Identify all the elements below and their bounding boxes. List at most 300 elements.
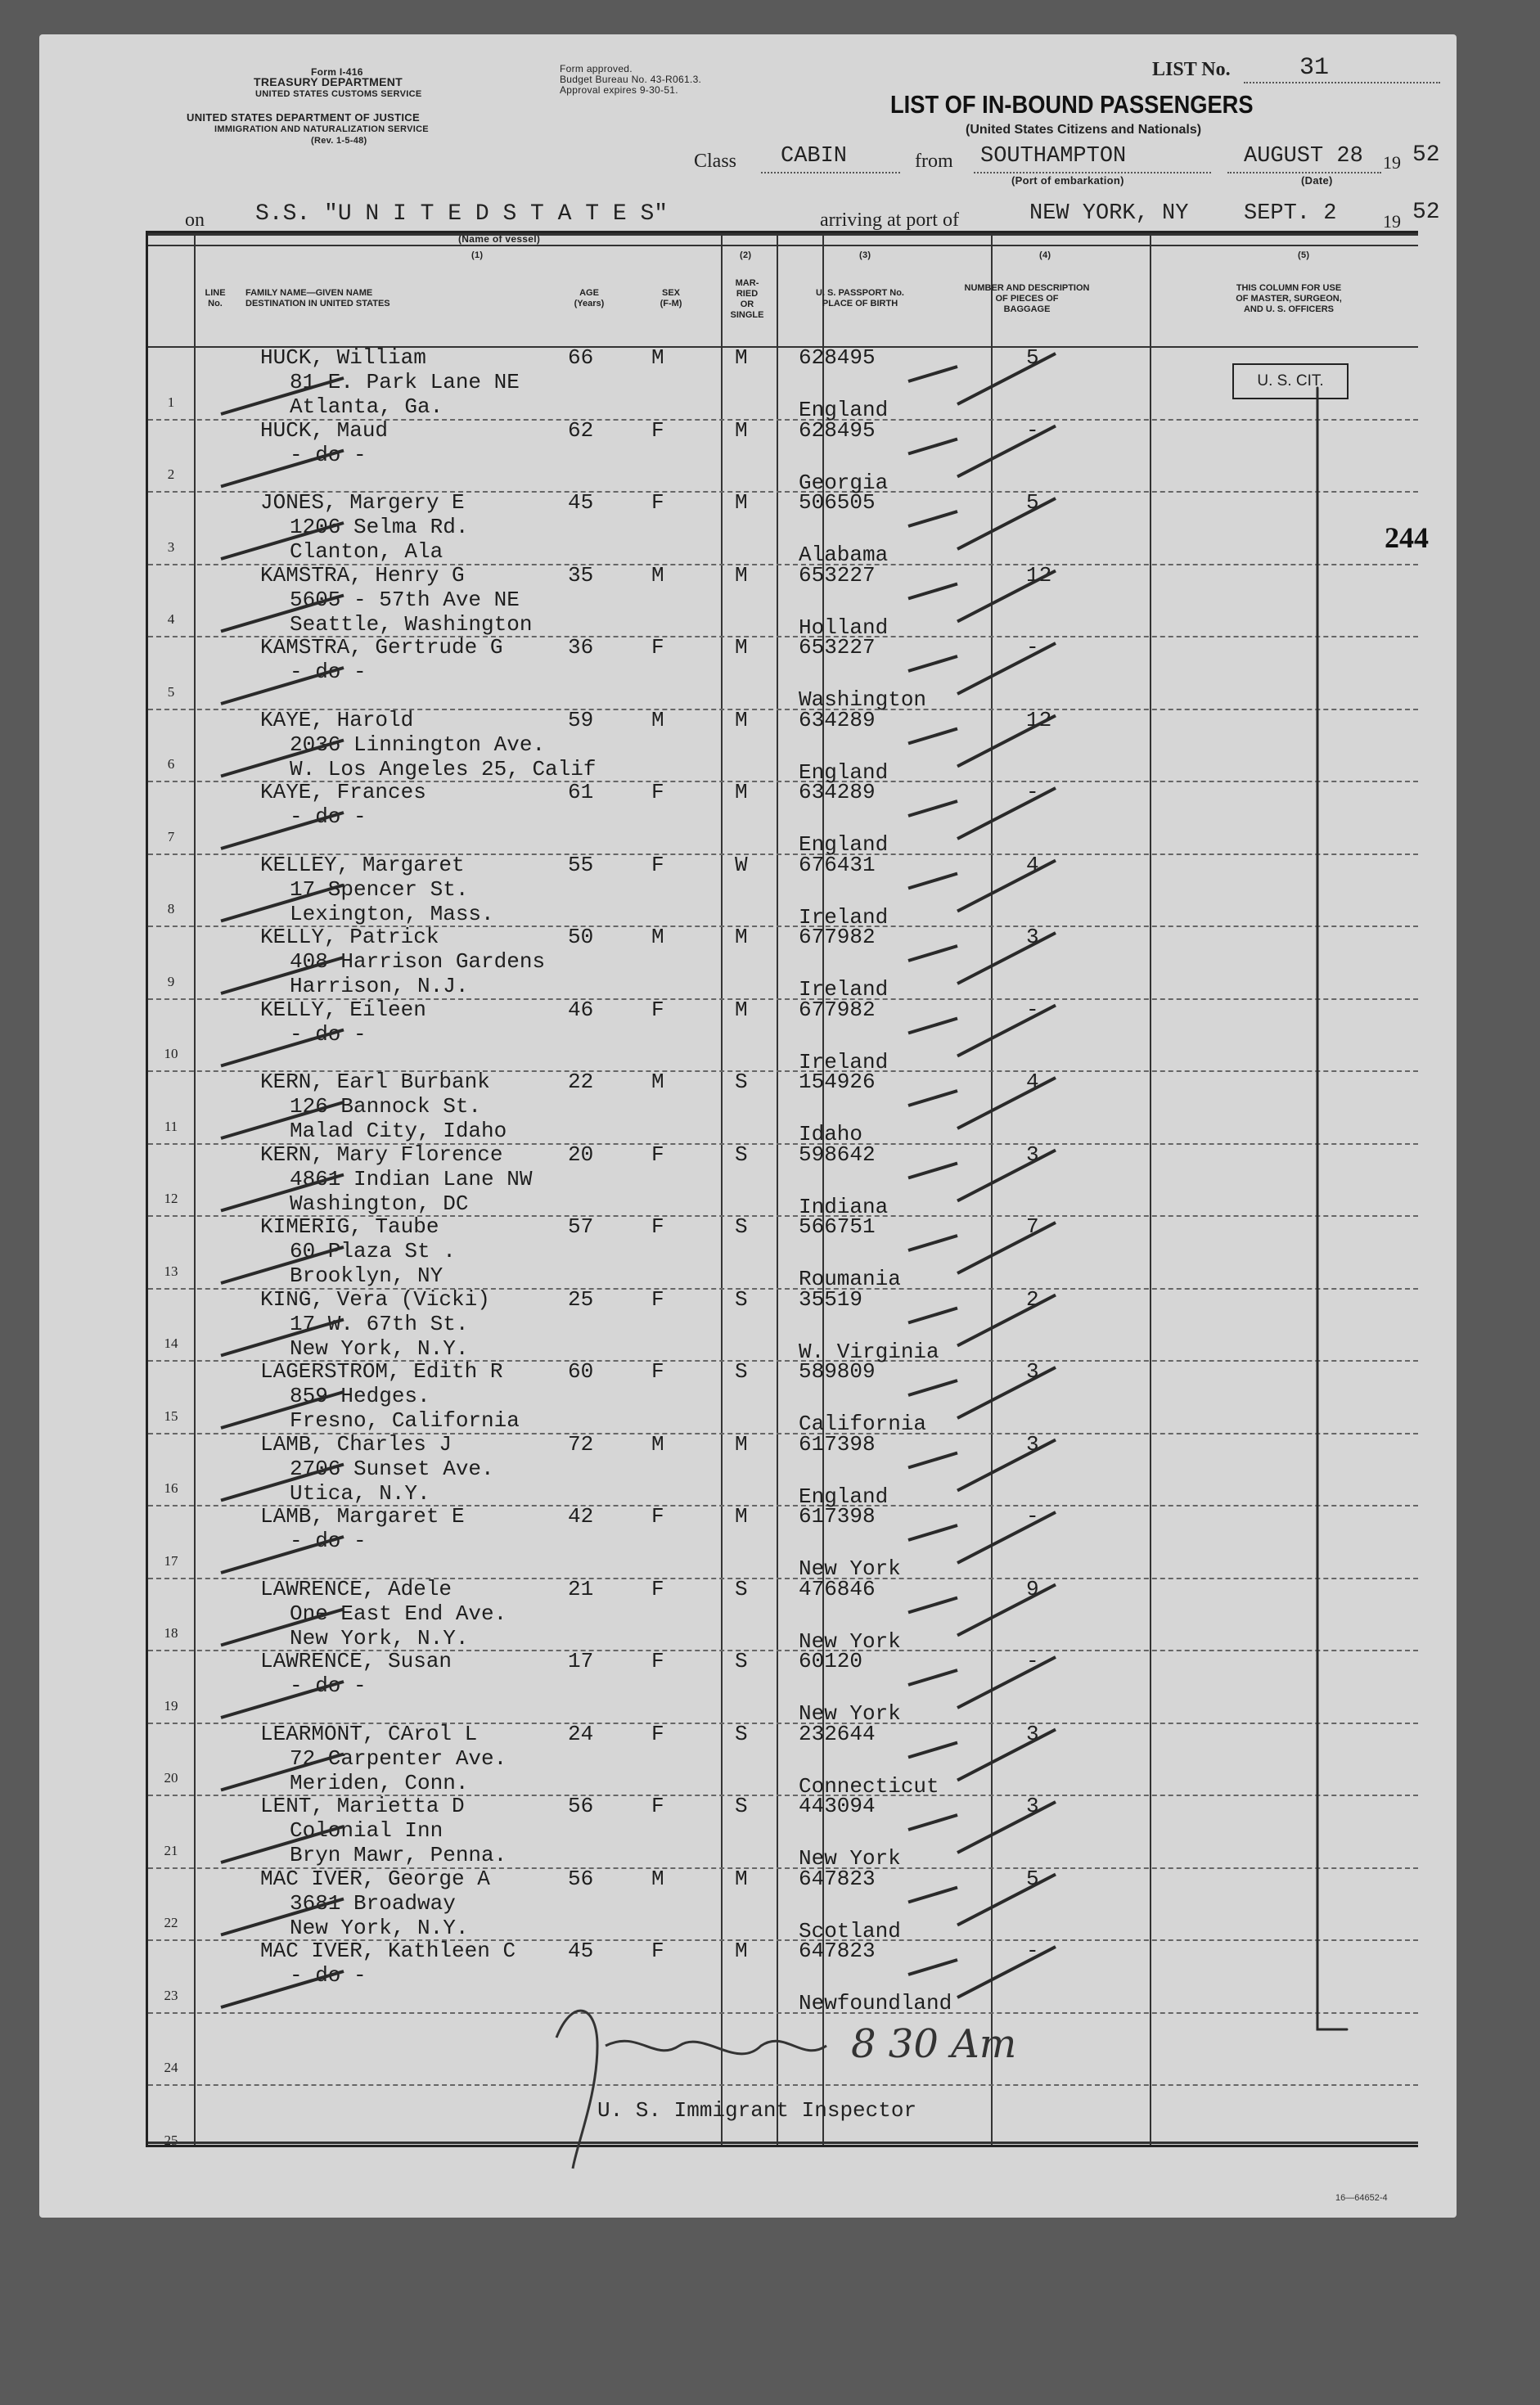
destination-line-1: - do -	[290, 660, 367, 684]
passenger-name: KERN, Mary Florence	[260, 1142, 503, 1167]
inspector-label: U. S. Immigrant Inspector	[597, 2098, 917, 2123]
marital-status: W	[735, 852, 748, 877]
check-mark	[957, 1151, 1056, 1201]
destination-line-2: New York, N.Y.	[290, 1335, 469, 1361]
baggage-count: 5	[1026, 490, 1039, 515]
baggage-count: 4	[1026, 852, 1039, 877]
passenger-name: KELLY, Eileen	[260, 997, 426, 1022]
marital-status: M	[735, 345, 748, 370]
budget-bureau: Budget Bureau No. 43-R061.3.	[560, 74, 702, 85]
check-mark	[957, 498, 1056, 549]
baggage-count: 12	[1026, 562, 1052, 588]
check-mark	[221, 1247, 344, 1283]
passenger-sex: M	[651, 562, 664, 588]
passenger-name: KAYE, Harold	[260, 707, 414, 732]
check-mark	[908, 1164, 957, 1178]
passenger-sex: F	[651, 1142, 664, 1167]
place-of-birth: Ireland	[799, 904, 889, 930]
check-mark	[957, 788, 1056, 839]
marital-status: M	[735, 417, 748, 443]
col-sex-header: SEX (F-M)	[660, 288, 682, 309]
check-mark	[908, 1308, 957, 1323]
marital-status: M	[735, 1431, 748, 1457]
destination-line-2: Brooklyn, NY	[290, 1263, 444, 1288]
col-married-header: MAR- RIED OR SINGLE	[730, 278, 764, 320]
passenger-age: 72	[568, 1431, 594, 1457]
check-mark	[908, 801, 957, 816]
destination-line-1: 81 E. Park Lane NE	[290, 370, 520, 394]
passenger-name: KIMERIG, Taube	[260, 1214, 439, 1239]
passenger-sex: F	[651, 1504, 664, 1529]
baggage-count: 3	[1026, 1142, 1039, 1167]
line-number: 5	[167, 683, 175, 700]
check-mark	[908, 1091, 957, 1106]
check-mark	[957, 354, 1056, 404]
place-of-birth: W. Virginia	[799, 1339, 939, 1364]
place-of-birth: England	[799, 832, 889, 857]
destination-line-2: Washington, DC	[290, 1191, 469, 1216]
line-number: 13	[164, 1263, 178, 1279]
baggage-count: 7	[1026, 1214, 1039, 1239]
baggage-count: 3	[1026, 1431, 1039, 1457]
passenger-name: MAC IVER, Kathleen C	[260, 1939, 516, 1963]
baggage-count: 4	[1026, 1070, 1039, 1094]
check-mark	[957, 1802, 1056, 1853]
passenger-name: LAWRENCE, Susan	[260, 1649, 453, 1673]
marital-status: M	[735, 780, 748, 804]
check-mark	[957, 643, 1056, 694]
check-mark	[957, 716, 1056, 767]
passenger-name: HUCK, William	[260, 345, 426, 370]
place-of-birth: Washington	[799, 687, 927, 712]
place-of-birth: Connecticut	[799, 1773, 939, 1799]
line-number: 6	[167, 756, 175, 772]
passport-number: 443094	[799, 1794, 876, 1818]
baggage-count: 9	[1026, 1576, 1039, 1601]
passenger-name: LAGERSTROM, Edith R	[260, 1359, 503, 1384]
baggage-count: 5	[1026, 1866, 1039, 1891]
check-mark	[221, 1899, 344, 1935]
passport-number: 653227	[799, 635, 876, 660]
destination-line-2: Seattle, Washington	[290, 611, 533, 637]
line-number: 25	[164, 2132, 178, 2148]
destination-line-2: New York, N.Y.	[290, 1625, 469, 1651]
baggage-count: 5	[1026, 345, 1039, 370]
destination-line-1: - do -	[290, 442, 367, 467]
col-caption-2: (2)	[740, 250, 752, 260]
passenger-sex: F	[651, 1214, 664, 1239]
passenger-sex: M	[651, 1866, 664, 1891]
passenger-age: 22	[568, 1070, 594, 1094]
form-approved: Form approved.	[560, 63, 633, 74]
port-of-embarkation: SOUTHAMPTON	[980, 144, 1127, 169]
destination-line-2: Clanton, Ala	[290, 539, 444, 564]
baggage-count: 3	[1026, 1794, 1039, 1818]
passenger-sex: M	[651, 1431, 664, 1457]
baggage-count: -	[1026, 780, 1039, 804]
marital-status: S	[735, 1721, 748, 1746]
passenger-sex: F	[651, 635, 664, 660]
baggage-count: 2	[1026, 1286, 1039, 1312]
check-mark	[908, 1815, 957, 1830]
passport-number: 598642	[799, 1142, 876, 1167]
check-mark	[908, 1236, 957, 1250]
check-mark	[221, 741, 344, 777]
check-mark	[908, 1670, 957, 1685]
passenger-age: 21	[568, 1576, 594, 1601]
place-of-birth: New York	[799, 1846, 901, 1871]
passenger-name: KAYE, Frances	[260, 780, 426, 804]
page-subtitle: (United States Citizens and Nationals)	[966, 123, 1202, 137]
place-of-birth: New York	[799, 1628, 901, 1654]
form-number: Form I-416	[311, 66, 363, 78]
check-mark	[221, 523, 344, 559]
passport-number: 647823	[799, 1939, 876, 1963]
line-number: 14	[164, 1335, 178, 1351]
check-mark	[957, 1440, 1056, 1491]
check-mark	[221, 1392, 344, 1428]
check-mark	[957, 1006, 1056, 1056]
passenger-sex: F	[651, 1286, 664, 1312]
destination-line-1: 1206 Selma Rd.	[290, 515, 469, 539]
signature-time: 8 30 Am	[851, 2021, 1017, 2067]
baggage-count: 3	[1026, 1721, 1039, 1746]
check-mark	[957, 1367, 1056, 1418]
destination-line-1: 2036 Linnington Ave.	[290, 732, 546, 757]
place-of-birth: Scotland	[799, 1918, 901, 1943]
passenger-sex: F	[651, 417, 664, 443]
marital-status: S	[735, 1576, 748, 1601]
baggage-count: -	[1026, 1649, 1039, 1673]
place-of-birth: Ireland	[799, 1049, 889, 1074]
passenger-age: 42	[568, 1504, 594, 1529]
check-mark	[221, 378, 344, 414]
place-of-birth: Ireland	[799, 977, 889, 1002]
destination-line-1: - do -	[290, 1529, 367, 1553]
approval-expires: Approval expires 9-30-51.	[560, 84, 678, 96]
line-number: 12	[164, 1191, 178, 1206]
marital-status: S	[735, 1142, 748, 1167]
passenger-name: KAMSTRA, Henry G	[260, 562, 465, 588]
passenger-name: KAMSTRA, Gertrude G	[260, 635, 503, 660]
line-number: 24	[164, 2060, 178, 2075]
arrival-date: SEPT. 2	[1244, 201, 1337, 226]
check-mark	[221, 1682, 344, 1718]
col-line-header: LINE No.	[205, 288, 226, 309]
passenger-name: HUCK, Maud	[260, 417, 389, 443]
destination-line-1: - do -	[290, 1673, 367, 1698]
passport-number: 647823	[799, 1866, 876, 1891]
destination-line-1: 17 W. 67th St.	[290, 1311, 469, 1336]
col-baggage-header: NUMBER AND DESCRIPTION OF PIECES OF BAGGAGE	[964, 283, 1090, 314]
place-of-birth: Roumania	[799, 1267, 901, 1291]
passenger-age: 59	[568, 707, 594, 732]
date-caption: (Date)	[1301, 174, 1333, 187]
line-number: 1	[167, 394, 175, 410]
place-of-birth: Georgia	[799, 470, 889, 495]
col-caption-4: (4)	[1039, 250, 1051, 260]
check-mark	[908, 439, 957, 454]
col-age-header: AGE (Years)	[574, 288, 605, 309]
destination-line-2: Atlanta, Ga.	[290, 394, 444, 419]
check-mark	[908, 1960, 957, 1975]
passport-number: 628495	[799, 345, 876, 370]
marital-status: S	[735, 1286, 748, 1312]
check-mark	[221, 596, 344, 632]
marital-status: S	[735, 1359, 748, 1384]
place-of-birth: Alabama	[799, 543, 889, 567]
passenger-name: LAWRENCE, Adele	[260, 1576, 453, 1601]
check-mark	[221, 1754, 344, 1790]
place-of-birth: Newfoundland	[799, 1991, 952, 2015]
passenger-name: LENT, Marietta D	[260, 1794, 465, 1818]
destination-line-1: 72 Carpenter Ave.	[290, 1745, 507, 1771]
vessel-caption: (Name of vessel)	[458, 233, 541, 245]
arrival-year: 52	[1412, 200, 1440, 225]
marital-status: M	[735, 1866, 748, 1891]
embark-date: AUGUST 28	[1244, 144, 1363, 169]
passenger-age: 50	[568, 925, 594, 949]
destination-line-2: Fresno, California	[290, 1408, 520, 1433]
destination-line-1: 60 Plaza St .	[290, 1239, 456, 1263]
passport-number: 677982	[799, 997, 876, 1022]
destination-line-2: New York, N.Y.	[290, 1915, 469, 1940]
check-mark	[221, 451, 344, 487]
check-mark	[908, 1525, 957, 1540]
check-mark	[957, 861, 1056, 912]
destination-line-1: - do -	[290, 1963, 367, 1988]
passport-number: 617398	[799, 1431, 876, 1457]
marital-status: M	[735, 997, 748, 1022]
check-mark	[957, 1947, 1056, 1997]
passenger-age: 36	[568, 635, 594, 660]
passenger-name: KING, Vera (Vicki)	[260, 1286, 490, 1312]
ins-service: IMMIGRATION AND NATURALIZATION SERVICE	[214, 124, 429, 134]
check-mark	[908, 584, 957, 599]
marital-status: M	[735, 635, 748, 660]
passenger-sex: M	[651, 1070, 664, 1094]
from-label: from	[915, 151, 953, 172]
line-number: 2	[167, 466, 175, 482]
line-number: 11	[164, 1118, 178, 1134]
marital-status: M	[735, 1939, 748, 1963]
baggage-count: -	[1026, 997, 1039, 1022]
line-number: 22	[164, 1915, 178, 1930]
justice-dept: UNITED STATES DEPARTMENT OF JUSTICE	[187, 111, 420, 124]
marital-status: M	[735, 490, 748, 515]
arrival-year-prefix: 19	[1383, 211, 1401, 232]
check-mark	[221, 813, 344, 849]
col-caption-5: (5)	[1298, 250, 1310, 260]
line-number: 8	[167, 901, 175, 917]
destination-line-1: One East End Ave.	[290, 1601, 507, 1626]
check-mark	[908, 874, 957, 889]
line-number: 4	[167, 611, 175, 627]
line-number: 15	[164, 1407, 178, 1424]
check-mark	[221, 1465, 344, 1501]
line-number: 10	[164, 1046, 178, 1061]
passenger-age: 62	[568, 417, 594, 443]
marital-status: M	[735, 1504, 748, 1529]
passenger-age: 20	[568, 1142, 594, 1167]
marital-status: S	[735, 1649, 748, 1673]
passenger-age: 45	[568, 1939, 594, 1963]
line-number: 9	[167, 973, 175, 989]
destination-line-2: Utica, N.Y.	[290, 1480, 430, 1506]
check-mark	[221, 1537, 344, 1573]
check-mark	[908, 511, 957, 526]
passenger-sex: M	[651, 345, 664, 370]
passport-number: 628495	[799, 417, 876, 443]
treasury-dept: TREASURY DEPARTMENT	[254, 75, 403, 88]
passport-number: 60120	[799, 1649, 863, 1673]
place-of-birth: England	[799, 1484, 889, 1509]
baggage-count: -	[1026, 635, 1039, 660]
check-mark	[957, 1585, 1056, 1636]
passenger-sex: M	[651, 707, 664, 732]
passport-number: 589809	[799, 1359, 876, 1384]
check-mark	[957, 933, 1056, 984]
passenger-sex: F	[651, 1721, 664, 1746]
arriving-label: arriving at port of	[820, 209, 959, 231]
passenger-age: 60	[568, 1359, 594, 1384]
passport-number: 506505	[799, 490, 876, 515]
passenger-name: LEARMONT, CArol L	[260, 1721, 478, 1746]
passenger-sex: F	[651, 1939, 664, 1963]
passenger-name: JONES, Margery E	[260, 490, 465, 515]
passport-number: 566751	[799, 1214, 876, 1239]
line-number: 21	[164, 1842, 178, 1858]
check-mark	[908, 1453, 957, 1468]
check-mark	[957, 1295, 1056, 1346]
passenger-age: 24	[568, 1721, 594, 1746]
check-mark	[957, 1657, 1056, 1708]
check-mark	[908, 946, 957, 961]
revision: (Rev. 1-5-48)	[311, 136, 367, 146]
passenger-age: 57	[568, 1214, 594, 1239]
col-caption-3: (3)	[859, 250, 871, 260]
baggage-count: -	[1026, 1504, 1039, 1529]
col-caption-1: (1)	[471, 250, 484, 260]
place-of-birth: New York	[799, 1556, 901, 1581]
check-mark	[908, 1598, 957, 1613]
passenger-name: LAMB, Margaret E	[260, 1504, 465, 1529]
passenger-name: KERN, Earl Burbank	[260, 1070, 490, 1094]
passport-number: 476846	[799, 1576, 876, 1601]
embarkation-caption: (Port of embarkation)	[1011, 174, 1124, 187]
check-mark	[908, 1380, 957, 1395]
destination-line-1: - do -	[290, 1021, 367, 1047]
marital-status: S	[735, 1070, 748, 1094]
destination-line-1: 408 Harrison Gardens	[290, 949, 546, 974]
passenger-name: KELLY, Patrick	[260, 925, 439, 949]
check-mark	[221, 885, 344, 921]
passenger-age: 25	[568, 1286, 594, 1312]
col-passport-header: U. S. PASSPORT No. PLACE OF BIRTH	[816, 288, 904, 309]
baggage-count: 3	[1026, 925, 1039, 949]
check-mark	[957, 1875, 1056, 1925]
check-mark	[221, 1971, 344, 2007]
place-of-birth: England	[799, 759, 889, 785]
check-mark	[957, 426, 1056, 477]
marital-status: S	[735, 1794, 748, 1818]
line-number: 16	[164, 1480, 178, 1496]
passport-number: 634289	[799, 707, 876, 732]
destination-line-1: 4861 Indian Lane NW	[290, 1166, 533, 1191]
passport-number: 154926	[799, 1070, 876, 1094]
passport-number: 232644	[799, 1721, 876, 1746]
passenger-sex: F	[651, 1649, 664, 1673]
baggage-count: 12	[1026, 707, 1052, 732]
check-mark	[221, 1826, 344, 1862]
class-label: Class	[694, 151, 737, 172]
passenger-age: 61	[568, 780, 594, 804]
check-mark	[221, 1175, 344, 1211]
baggage-count: -	[1026, 417, 1039, 443]
line-number: 17	[164, 1552, 178, 1569]
passenger-sex: F	[651, 1359, 664, 1384]
place-of-birth: Idaho	[799, 1122, 863, 1146]
passenger-sex: M	[651, 925, 664, 949]
place-of-birth: New York	[799, 1701, 901, 1726]
destination-line-2: Malad City, Idaho	[290, 1119, 507, 1143]
check-mark	[221, 1610, 344, 1646]
passport-number: 617398	[799, 1504, 876, 1529]
destination-line-1: 3681 Broadway	[290, 1890, 456, 1916]
destination-line-2: W. Los Angeles 25, Calif	[290, 756, 597, 781]
destination-line-1: Colonial Inn	[290, 1818, 444, 1843]
passport-number: 677982	[799, 925, 876, 949]
destination-line-1: 5605 - 57th Ave NE	[290, 587, 520, 612]
line-number: 7	[167, 828, 175, 844]
check-mark	[957, 571, 1056, 622]
passenger-sex: F	[651, 997, 664, 1022]
embark-year-prefix: 19	[1383, 152, 1401, 173]
check-mark	[957, 1078, 1056, 1128]
place-of-birth: England	[799, 398, 889, 422]
destination-line-1: 17 Spencer St.	[290, 876, 469, 902]
check-mark	[908, 1888, 957, 1903]
passenger-sex: F	[651, 852, 664, 877]
passport-number: 634289	[799, 780, 876, 804]
destination-line-2: Harrison, N.J.	[290, 974, 469, 998]
list-no-value: 31	[1299, 54, 1330, 82]
check-mark	[221, 1102, 344, 1138]
marital-status: M	[735, 707, 748, 732]
passenger-name: LAMB, Charles J	[260, 1431, 453, 1457]
baggage-count: 3	[1026, 1359, 1039, 1384]
footer-code: 16—64652-4	[1335, 2193, 1388, 2203]
check-mark	[957, 1223, 1056, 1273]
passport-number: 676431	[799, 852, 876, 877]
marital-status: S	[735, 1214, 748, 1239]
baggage-count: -	[1026, 1939, 1039, 1963]
line-number: 20	[164, 1770, 178, 1786]
check-mark	[908, 1743, 957, 1758]
passenger-age: 56	[568, 1866, 594, 1891]
passenger-name: MAC IVER, George A	[260, 1866, 490, 1891]
destination-line-1: 2706 Sunset Ave.	[290, 1456, 494, 1481]
passenger-age: 56	[568, 1794, 594, 1818]
passenger-age: 66	[568, 345, 594, 370]
line-number: 19	[164, 1697, 178, 1714]
passenger-age: 35	[568, 562, 594, 588]
destination-line-2: Bryn Mawr, Penna.	[290, 1843, 507, 1867]
place-of-birth: Holland	[799, 615, 889, 640]
passenger-age: 46	[568, 997, 594, 1022]
embark-year: 52	[1412, 142, 1440, 168]
check-mark	[957, 1730, 1056, 1781]
